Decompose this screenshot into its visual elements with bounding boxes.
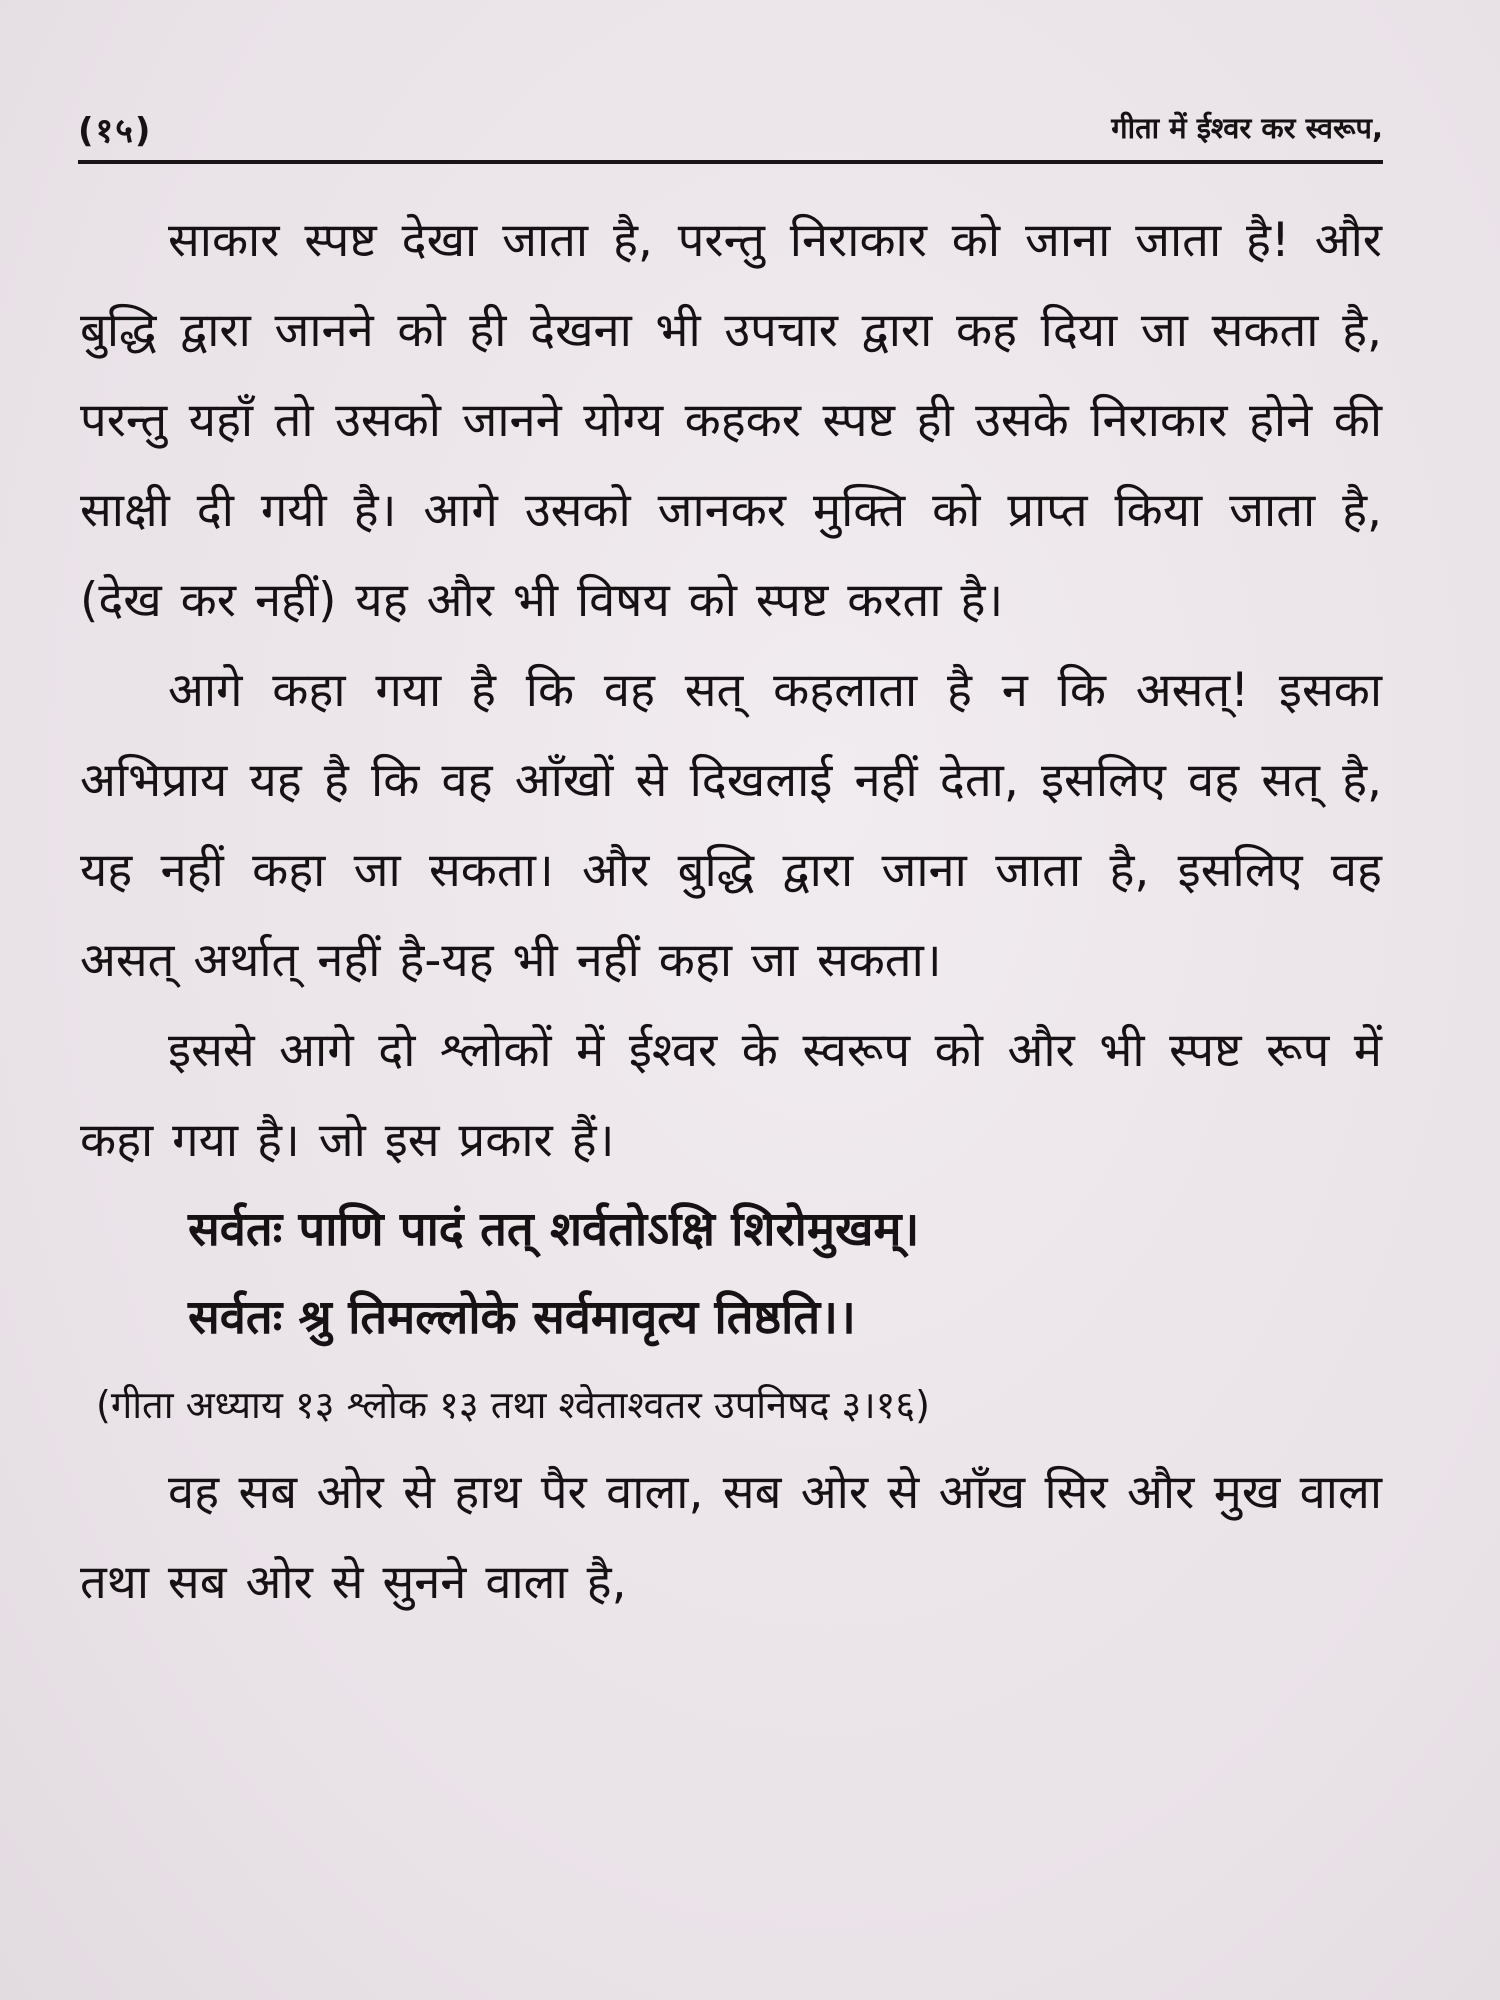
page-header (78, 100, 1383, 164)
paragraph-2: आगे कहा गया है कि वह सत् कहलाता है न कि असत्! इसका अभिप्राय यह है कि वह आँखों से दिखलाई नहीं देता, इसलिए वह सत् है, यह नहीं कहा जा सकता। और बुद्धि द्वारा जाना जाता है, इसलिए वह असत् अर्थात् नहीं है-यह भी नहीं कहा जा सकता। (80, 663, 1382, 988)
page-body (80, 196, 1382, 1628)
paragraph-1: साकार स्पष्ट देखा जाता है, परन्तु निराकार को जाना जाता है! और बुद्धि द्वारा जानने को ही देखना भी उपचार द्वारा कह दिया जा सकता है, परन्तु यहाँ तो उसको जानने योग्य कहकर स्पष्ट ही उसके निराकार होने की साक्षी दी गयी है। आगे उसको जानकर मुक्ति को प्राप्त किया जाता है, (देख कर नहीं) यह और भी विषय को स्पष्ट करता है। (80, 213, 1382, 628)
page-number: (१५) (78, 111, 153, 151)
verse-line-2: सर्वतः श्रु तिमल्लोके सर्वमावृत्य तिष्ठति।। (188, 1290, 856, 1345)
running-title: गीता में ईश्वर कर स्वरूप, (1111, 111, 1383, 145)
verse-reference: (गीता अध्याय १३ श्लोक १३ तथा श्वेताश्वतर उपनिषद ३।१६) (96, 1383, 930, 1427)
paragraph-3: इससे आगे दो श्लोकों में ईश्वर के स्वरूप को और भी स्पष्ट रूप में कहा गया है। जो इस प्रकार हैं। (80, 1023, 1382, 1168)
verse-line-1: सर्वतः पाणि पादं तत् शर्वतोऽक्षि शिरोमुखम्। (188, 1202, 920, 1257)
closing-paragraph: वह सब ओर से हाथ पैर वाला, सब ओर से आँख सिर और मुख वाला तथा सब ओर से सुनने वाला है, (80, 1465, 1382, 1610)
